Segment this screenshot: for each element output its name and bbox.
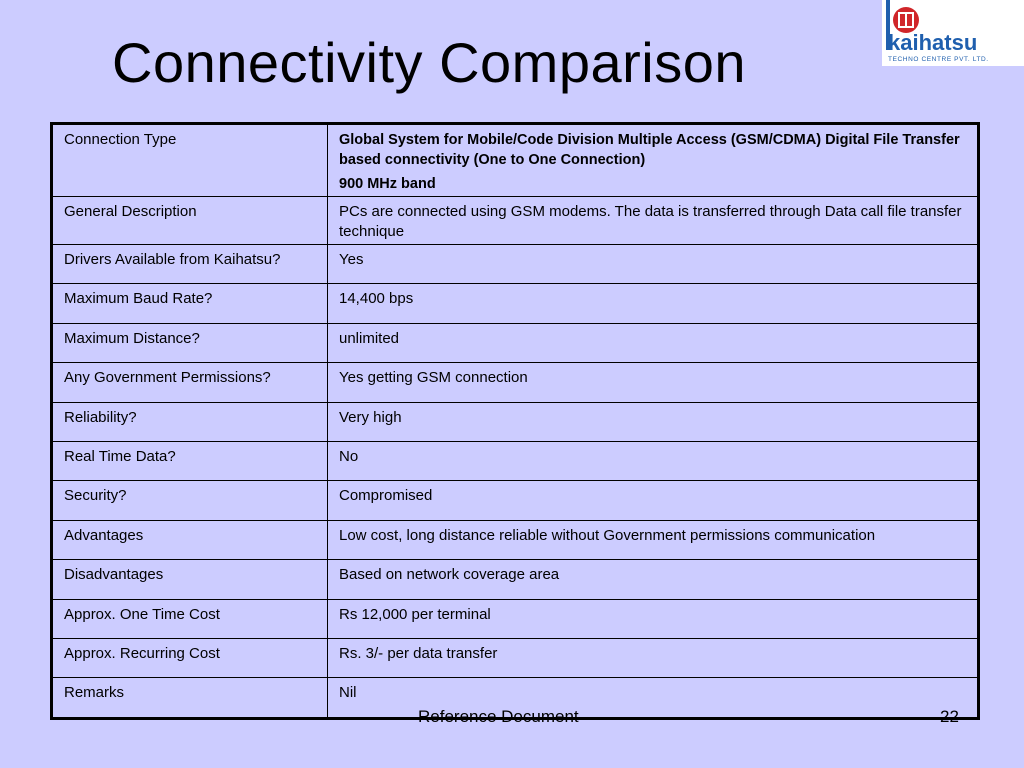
table-row — [53, 284, 978, 323]
row-label: Disadvantages — [53, 560, 328, 599]
table-row — [53, 245, 978, 284]
page-number: 22 — [940, 707, 959, 726]
table-row — [53, 639, 978, 678]
row-label: Remarks — [53, 678, 328, 718]
table-row — [53, 520, 978, 559]
row-label: Maximum Baud Rate? — [53, 284, 328, 323]
logo-brand-text: kaihatsu — [888, 30, 978, 55]
row-label: General Description — [53, 197, 328, 245]
table-row — [53, 323, 978, 362]
table-row — [53, 197, 978, 245]
row-value: 14,400 bps — [328, 284, 978, 323]
slide-title: Connectivity Comparison — [112, 31, 746, 94]
footer-reference: Reference Document — [418, 707, 579, 726]
table-row — [53, 442, 978, 481]
row-value: PCs are connected using GSM modems. The data is transferred through Data call file transfer technique — [328, 197, 978, 245]
row-value: Very high — [328, 402, 978, 441]
row-value: Compromised — [328, 481, 978, 520]
row-label: Reliability? — [53, 402, 328, 441]
comparison-table — [50, 122, 980, 720]
row-value: Based on network coverage area — [328, 560, 978, 599]
row-value: No — [328, 442, 978, 481]
connection-band: 900 MHz band — [339, 176, 436, 192]
table-row — [53, 125, 978, 197]
row-label: Connection Type — [53, 125, 328, 197]
table-row — [53, 481, 978, 520]
row-value: Rs. 3/- per data transfer — [328, 639, 978, 678]
row-label: Maximum Distance? — [53, 323, 328, 362]
logo-tagline-text: TECHNO CENTRE PVT. LTD. — [888, 56, 989, 63]
row-label: Security? — [53, 481, 328, 520]
row-value: Yes getting GSM connection — [328, 363, 978, 402]
row-label: Drivers Available from Kaihatsu? — [53, 245, 328, 284]
company-logo — [882, 0, 1024, 66]
row-value: unlimited — [328, 323, 978, 362]
table-row — [53, 402, 978, 441]
row-value: Rs 12,000 per terminal — [328, 599, 978, 638]
row-label: Real Time Data? — [53, 442, 328, 481]
row-value: Nil — [328, 678, 978, 718]
table-row — [53, 363, 978, 402]
connection-type-title: Global System for Mobile/Code Division Multiple Access (GSM/CDMA) Digital File Transfer based connectivity (One to One Connection) — [339, 132, 960, 168]
row-label: Any Government Permissions? — [53, 363, 328, 402]
row-label: Approx. Recurring Cost — [53, 639, 328, 678]
row-value: Low cost, long distance reliable without Government permissions communication — [328, 520, 978, 559]
row-value: Yes — [328, 245, 978, 284]
table-row — [53, 560, 978, 599]
row-label: Approx. One Time Cost — [53, 599, 328, 638]
table-row — [53, 599, 978, 638]
row-value — [328, 125, 978, 197]
row-label: Advantages — [53, 520, 328, 559]
